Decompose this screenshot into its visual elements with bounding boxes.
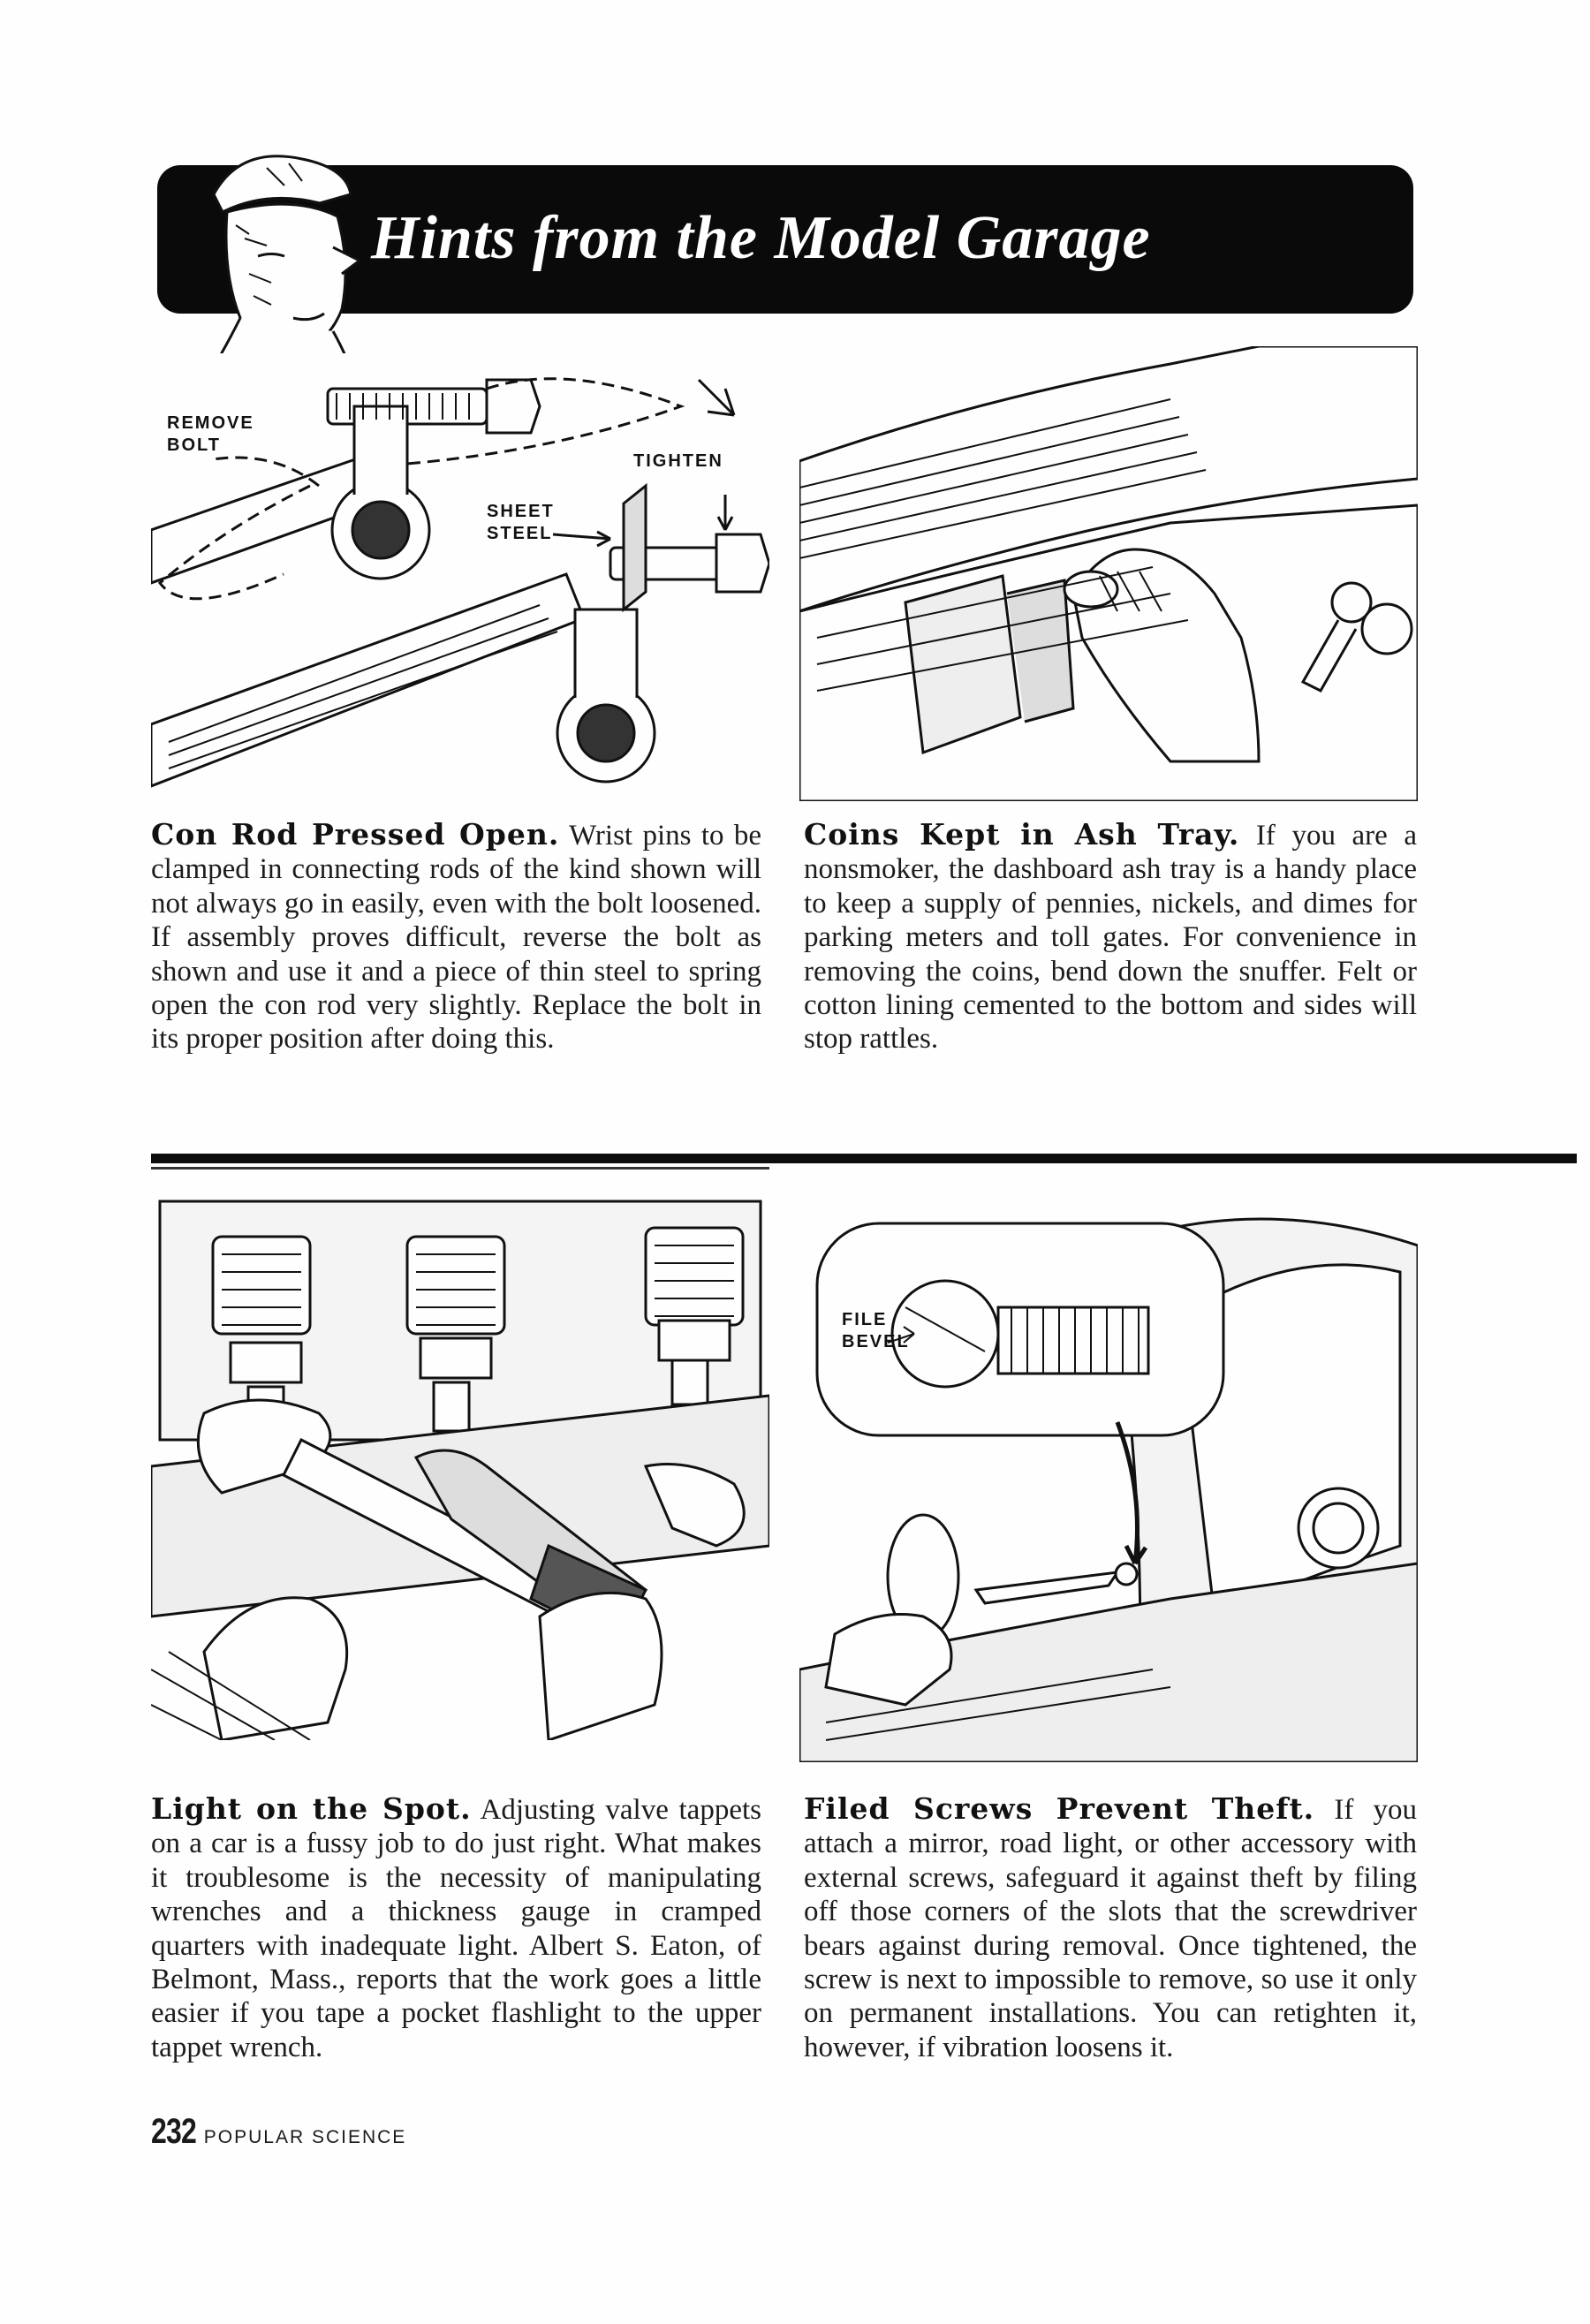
- section-divider-thin: [151, 1167, 769, 1170]
- label-remove-bolt-1: REMOVE: [167, 413, 254, 433]
- article-ash-tray: [804, 818, 1417, 1056]
- article-body: Adjusting valve tappets on a car is a fussy job to do just right. What makes it troublesome is the necessity of manipulating wrenches and a thickness gauge in cramped quarters with inadequate light. Albert S. Eaton, of Belmont, Mass., reports that the work goes a little easier if you tape a pocket flashlight to the upper tappet wrench.: [151, 1794, 761, 2063]
- article-con-rod: [151, 818, 761, 1056]
- label-file: FILE: [842, 1310, 888, 1329]
- article-filed-screws: [804, 1792, 1417, 2064]
- ash-tray-illustration: [799, 346, 1418, 801]
- valve-tappet-illustration: [151, 1175, 769, 1740]
- page-footer: [151, 2112, 406, 2154]
- label-tighten: TIGHTEN: [633, 451, 723, 471]
- magazine-name: POPULAR SCIENCE: [203, 2127, 407, 2147]
- filed-screw-illustration: [799, 1175, 1418, 1762]
- label-bevel: BEVEL: [842, 1332, 910, 1351]
- label-sheet-steel-1: SHEET: [487, 502, 555, 521]
- page-number: 232: [151, 2112, 196, 2151]
- article-heading: Light on the Spot.: [151, 1791, 472, 1826]
- article-body: Wrist pins to be clamped in connecting rods of the kind shown will not always go in easily, even with the bolt loosened. If assembly proves difficult, reverse the bolt as shown and use it and a piece of thin steel to spring open the con rod very slightly. Replace the bolt in its proper position after doing this.: [151, 820, 762, 1056]
- article-heading: Filed Screws Prevent Theft.: [804, 1791, 1315, 1826]
- label-remove-bolt-2: BOLT: [167, 435, 221, 455]
- page-title: Hints from the Model Garage: [371, 204, 1151, 272]
- article-body: If you are a nonsmoker, the dashboard ash tray is a handy place to keep a supply of pennies, nickels, and dimes for parking meters and toll gates. For convenience in removing the coins, bend down the snuffer. Felt or cotton lining cemented to the bottom and sides will stop rattles.: [804, 820, 1417, 1056]
- article-body: If you attach a mirror, road light, or other accessory with external screws, safeguard it against theft by filing off those corners of the slots that the screwdriver bears against during removal. Once tightened, the screw is next to impossible to remove, so use it only on permanent installations. You can retighten it, however, if vibration loosens it.: [804, 1794, 1417, 2063]
- label-sheet-steel-2: STEEL: [487, 524, 553, 543]
- article-heading: Con Rod Pressed Open.: [151, 817, 560, 852]
- section-divider: [151, 1154, 1577, 1163]
- con-rod-illustration: [151, 353, 769, 791]
- article-heading: Coins Kept in Ash Tray.: [804, 817, 1240, 852]
- article-light-on-spot: [151, 1792, 761, 2064]
